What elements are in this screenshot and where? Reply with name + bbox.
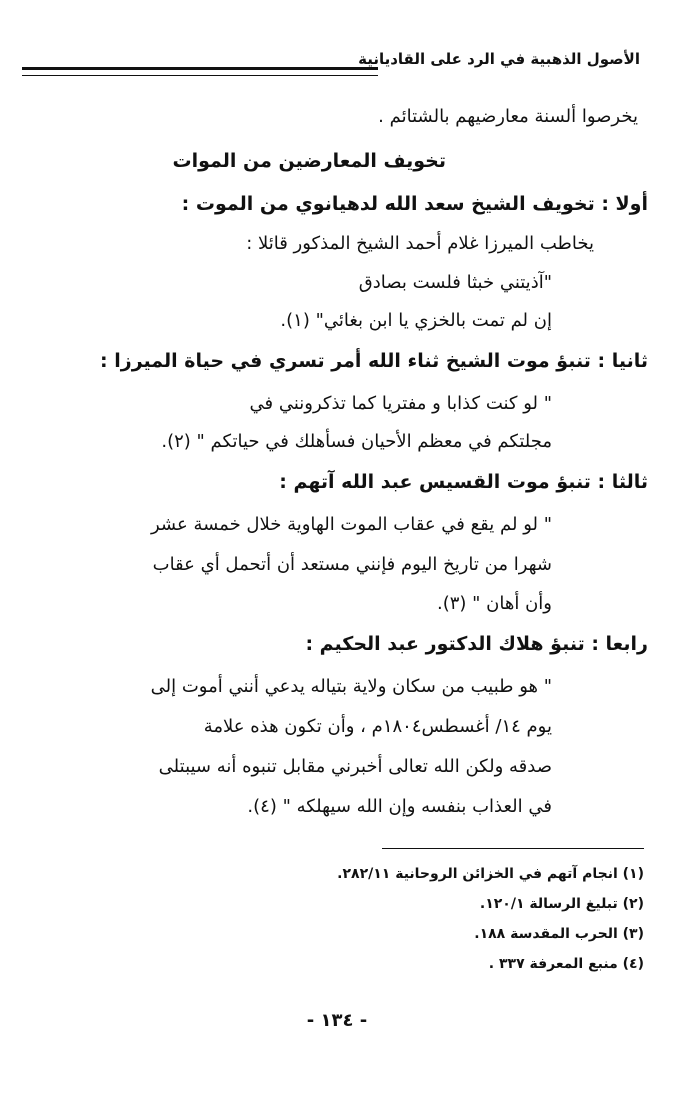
text-line: يخاطب الميرزا غلام أحمد الشيخ المذكور قائلا : (246, 233, 594, 254)
subheading: ثانيا : تنبؤ موت الشيخ ثناء الله أمر تسري في حياة الميرزا : (100, 350, 648, 372)
text-line: يخرصوا ألسنة معارضيهم بالشتائم . (378, 106, 638, 127)
text-line: شهرا من تاريخ اليوم فإنني مستعد أن أتحمل أي عقاب (152, 554, 552, 575)
text-line: "آذيتني خبثا فلست بصادق (358, 272, 552, 293)
text-line: وأن أهان " (٣). (437, 593, 552, 614)
footnote: (٢) تبليغ الرسالة ١٢٠/١. (479, 896, 644, 912)
text-line: مجلتكم في معظم الأحيان فسأهلك في حياتكم " (٢). (161, 431, 552, 452)
header-rule (22, 67, 378, 76)
text-line: " لو كنت كذابا و مفتريا كما تذكرونني في (249, 393, 552, 414)
text-line: " لو لم يقع في عقاب الموت الهاوية خلال خمسة عشر (151, 514, 552, 535)
page-number: - ١٣٤ - (306, 1010, 368, 1031)
section-title: تخويف المعارضين من الموات (172, 150, 446, 172)
footnote: (٣) الحرب المقدسة ١٨٨. (474, 926, 644, 942)
text-line: صدقه ولكن الله تعالى أخبرني مقابل تنبوه أنه سيبتلى (158, 756, 552, 777)
footnote: (١) انجام آتهم في الخزائن الروحانية ٢٨٢/١١. (337, 866, 644, 882)
running-header: الأصول الذهبية في الرد على القاديانية (358, 50, 640, 68)
subheading: أولا : تخويف الشيخ سعد الله لدهيانوي من الموت : (181, 193, 648, 215)
text-line: إن لم تمت بالخزي يا ابن بغائي" (١). (280, 310, 552, 331)
text-line: في العذاب بنفسه وإن الله سيهلكه " (٤). (247, 796, 552, 817)
footnote-rule (382, 848, 644, 849)
subheading: ثالثا : تنبؤ موت القسيس عبد الله آتهم : (279, 471, 648, 493)
footnote: (٤) منبع المعرفة ٣٣٧ . (488, 956, 644, 972)
text-line: " هو طبيب من سكان ولاية بتياله يدعي أنني أموت إلى (150, 676, 552, 697)
subheading: رابعا : تنبؤ هلاك الدكتور عبد الحكيم : (305, 633, 648, 655)
text-line: يوم ١٤/ أغسطس١٨٠٤م ، وأن تكون هذه علامة (203, 716, 552, 737)
